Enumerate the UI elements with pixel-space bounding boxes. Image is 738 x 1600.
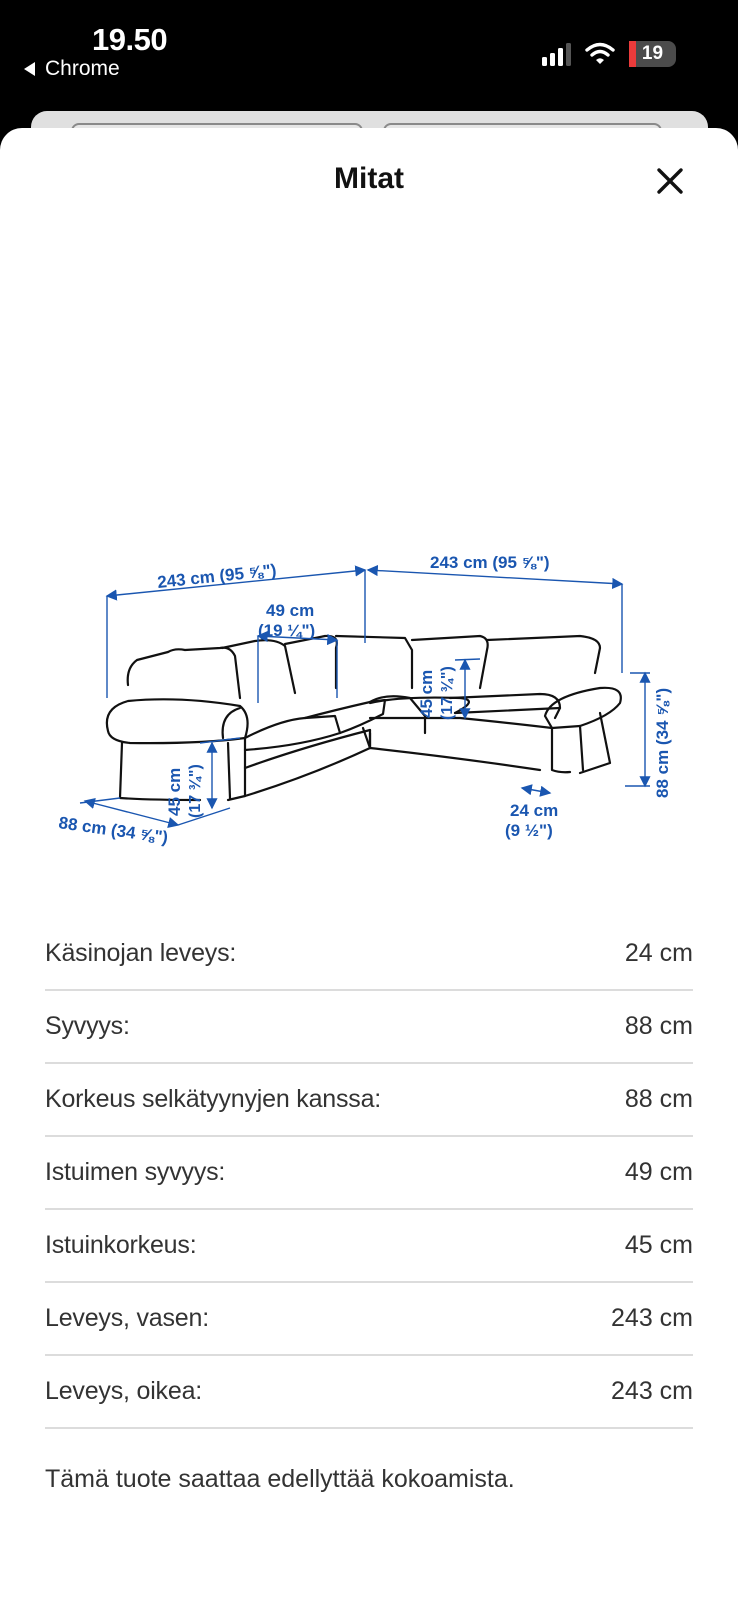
- svg-text:88 cm (34 ⅝"): 88 cm (34 ⅝"): [653, 687, 672, 798]
- close-button[interactable]: [650, 161, 690, 201]
- cellular-signal-icon: [542, 42, 571, 66]
- spec-label: Leveys, vasen:: [45, 1304, 209, 1332]
- svg-text:243 cm (95 ⅝"): 243 cm (95 ⅝"): [156, 560, 278, 592]
- spec-label: Käsinojan leveys:: [45, 939, 237, 967]
- spec-row-height-with-back-cushions: [45, 1064, 693, 1137]
- spec-row-armrest-width: [45, 918, 693, 991]
- svg-text:45 cm: 45 cm: [165, 767, 184, 816]
- spec-value: 88 cm: [624, 1012, 693, 1040]
- sofa-dimension-diagram: [40, 398, 700, 848]
- dimensions-sheet: [0, 128, 738, 1600]
- status-bar: [0, 0, 738, 100]
- svg-text:49 cm: 49 cm: [266, 601, 315, 620]
- close-icon: [650, 161, 690, 201]
- assembly-note: Tämä tuote saattaa edellyttää kokoamista.: [45, 1465, 515, 1493]
- spec-row-seat-height: [45, 1210, 693, 1283]
- back-to-app-link[interactable]: [24, 57, 120, 81]
- spec-label: Istuinkorkeus:: [45, 1231, 197, 1259]
- spec-row-seat-depth: [45, 1137, 693, 1210]
- spec-row-width-right: [45, 1356, 693, 1429]
- wifi-icon: [585, 42, 615, 66]
- svg-text:45 cm: 45 cm: [417, 669, 436, 718]
- spec-label: Istuimen syvyys:: [45, 1158, 226, 1186]
- svg-text:(9 ½"): (9 ½"): [505, 821, 553, 840]
- svg-text:88 cm (34 ⅝"): 88 cm (34 ⅝"): [57, 813, 170, 848]
- battery-level: 19: [641, 43, 664, 64]
- spec-row-width-left: [45, 1283, 693, 1356]
- spec-value: 243 cm: [611, 1377, 693, 1405]
- svg-text:243 cm (95 ⅝"): 243 cm (95 ⅝"): [430, 553, 550, 572]
- dimension-specs-list: [45, 918, 693, 1494]
- spec-label: Syvyys:: [45, 1012, 130, 1040]
- status-icons: [542, 41, 676, 67]
- back-arrow-icon: [24, 62, 35, 76]
- clock: 19.50: [92, 22, 168, 57]
- spec-value: 243 cm: [611, 1304, 693, 1332]
- spec-label: Korkeus selkätyynyjen kanssa:: [45, 1085, 382, 1113]
- svg-text:24 cm: 24 cm: [510, 801, 559, 820]
- spec-row-depth: [45, 991, 693, 1064]
- svg-text:(19 ¼"): (19 ¼"): [258, 621, 316, 640]
- spec-value: 24 cm: [624, 939, 693, 967]
- svg-text:(17 ¾"): (17 ¾"): [187, 764, 204, 818]
- spec-value: 45 cm: [624, 1231, 693, 1259]
- spec-label: Leveys, oikea:: [45, 1377, 203, 1405]
- spec-value: 88 cm: [624, 1085, 693, 1113]
- svg-text:(17 ¾"): (17 ¾"): [439, 666, 456, 720]
- sheet-title: Mitat: [334, 162, 404, 195]
- spec-value: 49 cm: [624, 1158, 693, 1186]
- battery-icon: [629, 41, 676, 67]
- back-app-label: Chrome: [45, 57, 120, 80]
